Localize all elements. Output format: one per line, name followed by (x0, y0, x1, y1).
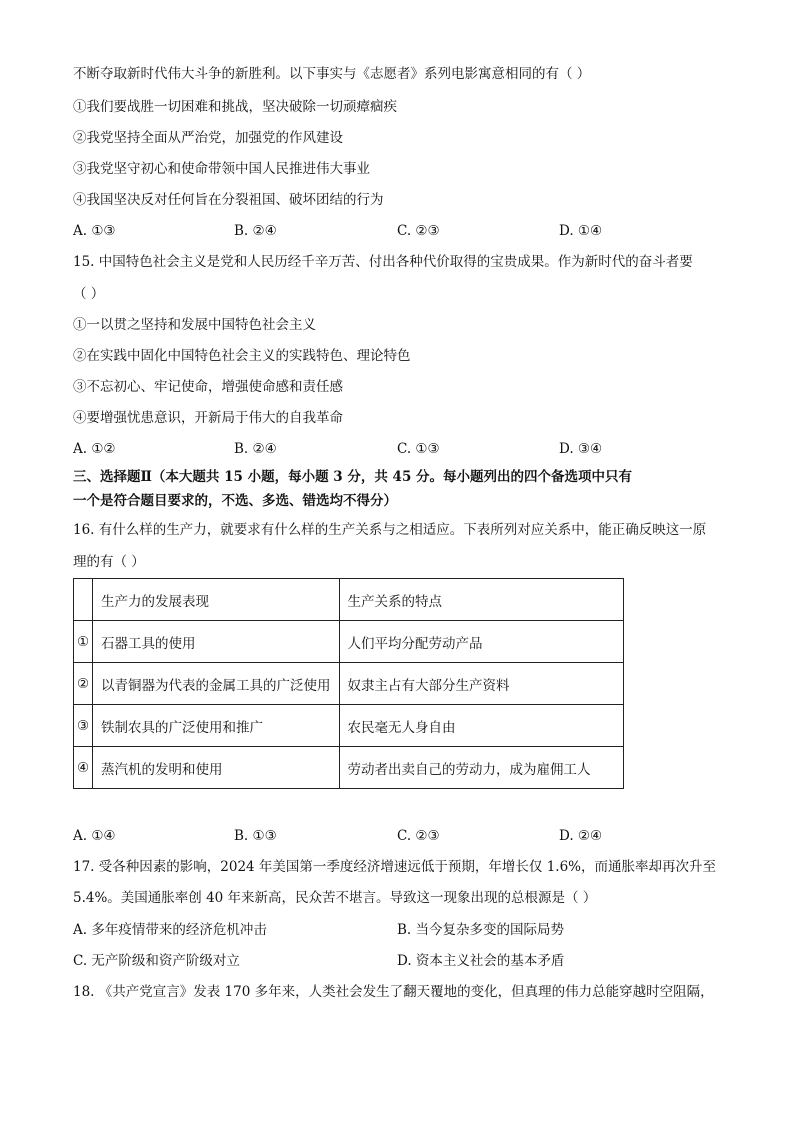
q17-stem-line1: 17. 受各种因素的影响，2024 年美国第一季度经济增速远低于预期，年增长仅 1.6%，而通胀率却再次升至 (73, 859, 716, 875)
q15-options (73, 440, 713, 458)
q16-table (73, 578, 624, 789)
q14-option-b[interactable]: B. ②④ (234, 223, 277, 239)
q14-option-d[interactable]: D. ①④ (559, 223, 603, 239)
q14-item-2: ②我党坚持全面从严治党，加强党的作风建设 (73, 130, 343, 146)
q15-item-1: ①一以贯之坚持和发展中国特色社会主义 (73, 317, 316, 333)
q17-option-b[interactable]: B. 当今复杂多变的国际局势 (397, 922, 565, 938)
table-cell-number: ① (74, 621, 93, 663)
q15-item-4: ④要增强忧患意识，开新局于伟大的自我革命 (73, 410, 343, 426)
table-cell: 石器工具的使用 (93, 621, 340, 663)
q17-option-c[interactable]: C. 无产阶级和资产阶级对立 (73, 953, 240, 969)
table-cell: 劳动者出卖自己的劳动力，成为雇佣工人 (339, 747, 624, 789)
q16-stem-line2: 理的有（ ） (73, 554, 145, 570)
q14-option-a[interactable]: A. ①③ (73, 223, 116, 239)
table-header-cell: 生产力的发展表现 (93, 579, 340, 621)
section3-heading-line1: 三、选择题Ⅱ（本大题共 15 小题，每小题 3 分，共 45 分。每小题列出的四个备选项中只有 (73, 469, 633, 485)
q15-option-d[interactable]: D. ③④ (559, 441, 603, 457)
table-cell: 蒸汽机的发明和使用 (93, 747, 340, 789)
q14-options (73, 222, 713, 240)
table-cell-number: ④ (74, 747, 93, 789)
table-cell: 农民毫无人身自由 (339, 705, 624, 747)
table-row (74, 621, 624, 663)
q16-stem-line1: 16. 有什么样的生产力，就要求有什么样的生产关系与之相适应。下表所列对应关系中，能正确反映这一原 (73, 522, 707, 538)
table-cell-number: ③ (74, 705, 93, 747)
q15-stem-line1: 15. 中国特色社会主义是党和人民历经千辛万苦、付出各种代价取得的宝贵成果。作为新时代的奋斗者要 (73, 254, 693, 270)
table-row (74, 747, 624, 789)
table-header-cell: 生产关系的特点 (339, 579, 624, 621)
table-cell: 奴隶主占有大部分生产资料 (339, 663, 624, 705)
q17-stem-line2: 5.4%。美国通胀率创 40 年来新高，民众苦不堪言。导致这一现象出现的总根源是（ ） (73, 890, 597, 906)
q15-option-b[interactable]: B. ②④ (234, 441, 277, 457)
q18-stem-line1: 18. 《共产党宣言》发表 170 多年来，人类社会发生了翻天覆地的变化，但真理的伟力总能穿越时空阻隔， (73, 984, 714, 1000)
q17-options-row1 (73, 921, 713, 939)
q17-option-d[interactable]: D. 资本主义社会的基本矛盾 (397, 953, 565, 969)
q14-item-1: ①我们要战胜一切困难和挑战，坚决破除一切顽瘴痼疾 (73, 99, 397, 115)
q15-option-a[interactable]: A. ①② (73, 441, 116, 457)
table-cell: 铁制农具的广泛使用和推广 (93, 705, 340, 747)
q14-option-c[interactable]: C. ②③ (397, 223, 440, 239)
q15-item-3: ③不忘初心、牢记使命，增强使命感和责任感 (73, 379, 343, 395)
q16-option-a[interactable]: A. ①④ (73, 828, 116, 844)
q15-option-c[interactable]: C. ①③ (397, 441, 440, 457)
q15-stem-line2: （ ） (73, 286, 105, 302)
table-row (74, 705, 624, 747)
table-cell: 以青铜器为代表的金属工具的广泛使用 (93, 663, 340, 705)
table-header-row (74, 579, 624, 621)
q17-options-row2 (73, 952, 713, 970)
q16-option-d[interactable]: D. ②④ (559, 828, 603, 844)
table-cell-number: ② (74, 663, 93, 705)
q14-item-4: ④我国坚决反对任何旨在分裂祖国、破坏团结的行为 (73, 192, 384, 208)
q15-item-2: ②在实践中固化中国特色社会主义的实践特色、理论特色 (73, 348, 411, 364)
q14-item-3: ③我党坚守初心和使命带领中国人民推进伟大事业 (73, 161, 370, 177)
q17-option-a[interactable]: A. 多年疫情带来的经济危机冲击 (73, 922, 267, 938)
q16-options (73, 827, 713, 845)
q14-stem-continuation: 不断夺取新时代伟大斗争的新胜利。以下事实与《志愿者》系列电影寓意相同的有（ ） (73, 66, 591, 82)
section3-heading-line2: 一个是符合题目要求的，不选、多选、错选均不得分） (73, 493, 397, 509)
q16-option-b[interactable]: B. ①③ (234, 828, 277, 844)
q16-option-c[interactable]: C. ②③ (397, 828, 440, 844)
table-row (74, 663, 624, 705)
table-cell: 人们平均分配劳动产品 (339, 621, 624, 663)
table-header-cell (74, 579, 93, 621)
